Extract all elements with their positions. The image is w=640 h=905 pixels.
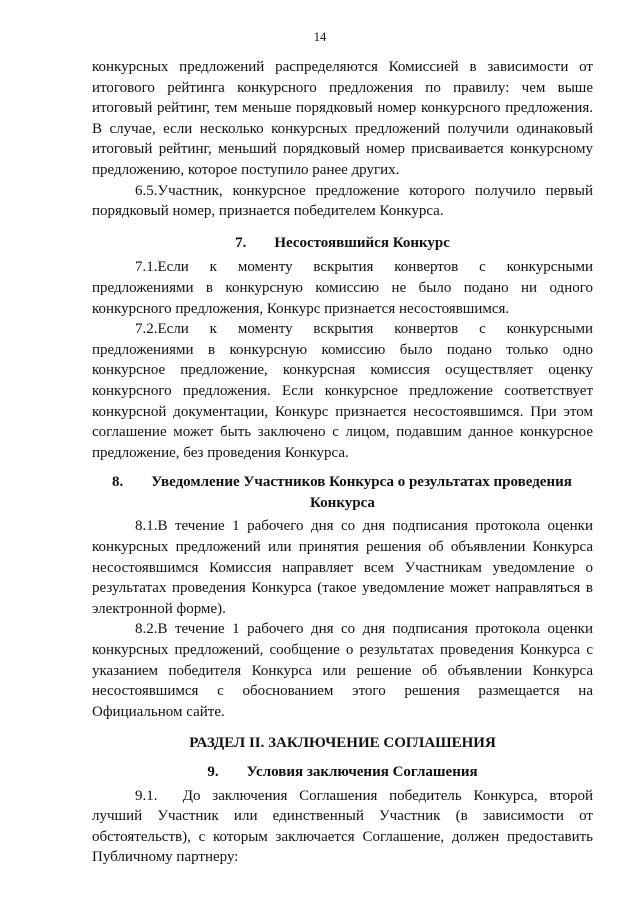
paragraph-continued: конкурсных предложений распределяются Комиссией в зависимости от итогового рейтинга конкурсного предложения по правилу: чем выше итоговый рейтинг, тем меньше порядковый номер конкурсного предложения. В случае, если несколько конкурсных предложений получили одинаковый итоговый рейтинг, меньший порядковый номер присваивается конкурсному предложению, которое поступило ранее других. (92, 59, 593, 178)
page-content (92, 57, 593, 868)
paragraph-8-2: 8.2.В течение 1 рабочего дня со дня подписания протокола оценки конкурсных предложений, сообщение о результатах проведения Конкурса с указанием победителя Конкурса или решение об объявлении Конкурса несостоявшимся с обоснованием этого решения размещается на Официальном сайте. (92, 621, 593, 720)
paragraph-8-1: 8.1.В течение 1 рабочего дня со дня подписания протокола оценки конкурсных предложений или принятия решения об объявлении Конкурса несостоявшимся Комиссия направляет всем Участникам уведомление о результатах проведения Конкурса (такое уведомление может направляться в электронной форме). (92, 518, 593, 617)
heading-9-number: 9. (207, 764, 219, 780)
heading-7-title: Несостоявшийся Конкурс (274, 234, 450, 251)
paragraph-7-2: 7.2.Если к моменту вскрытия конвертов с конкурсными предложениями в конкурсную комиссию было подано только одно конкурсное предложение, конкурсная комиссия осуществляет оценку конкурсного предложения. Если конкурсное предложение соответствует конкурсной документации, Конкурс признается несостоявшимся. При этом соглашение может быть заключено с лицом, подавшим данное конкурсное предложение, без проведения Конкурса. (92, 321, 593, 461)
heading-8-title-line1: Уведомление Участников Конкурса о результатах проведения (151, 474, 572, 491)
page-number: 14 (313, 30, 327, 44)
heading-section-7 (92, 233, 593, 254)
heading-8-title-line2: Конкурса (310, 494, 375, 511)
heading-section-9 (92, 762, 593, 783)
heading-section-8 (92, 472, 593, 513)
section-heading: РАЗДЕЛ II. ЗАКЛЮЧЕНИЕ СОГЛАШЕНИЯ (189, 735, 496, 752)
paragraph-9-1-text: До заключения Соглашения победитель Конкурса, второй лучший Участник или единственный Участник (в зависимости от обстоятельств), с которым заключается Соглашение, должен предоставить Публичному партнеру: (92, 787, 593, 866)
paragraph-7-1: 7.1.Если к моменту вскрытия конвертов с конкурсными предложениями в конкурсную комиссию не было подано ни одного конкурсного предложения, Конкурс признается несостоявшимся. (92, 259, 593, 317)
heading-8-number: 8. (112, 474, 124, 491)
heading-7-number: 7. (235, 234, 247, 251)
paragraph-9-1-number: 9.1. (135, 787, 158, 804)
paragraph-9-1 (92, 786, 593, 868)
heading-9-title: Условия заключения Соглашения (246, 764, 478, 780)
paragraph-6-5: 6.5.Участник, конкурсное предложение которого получило первый порядковый номер, признается победителем Конкурса. (92, 182, 593, 220)
